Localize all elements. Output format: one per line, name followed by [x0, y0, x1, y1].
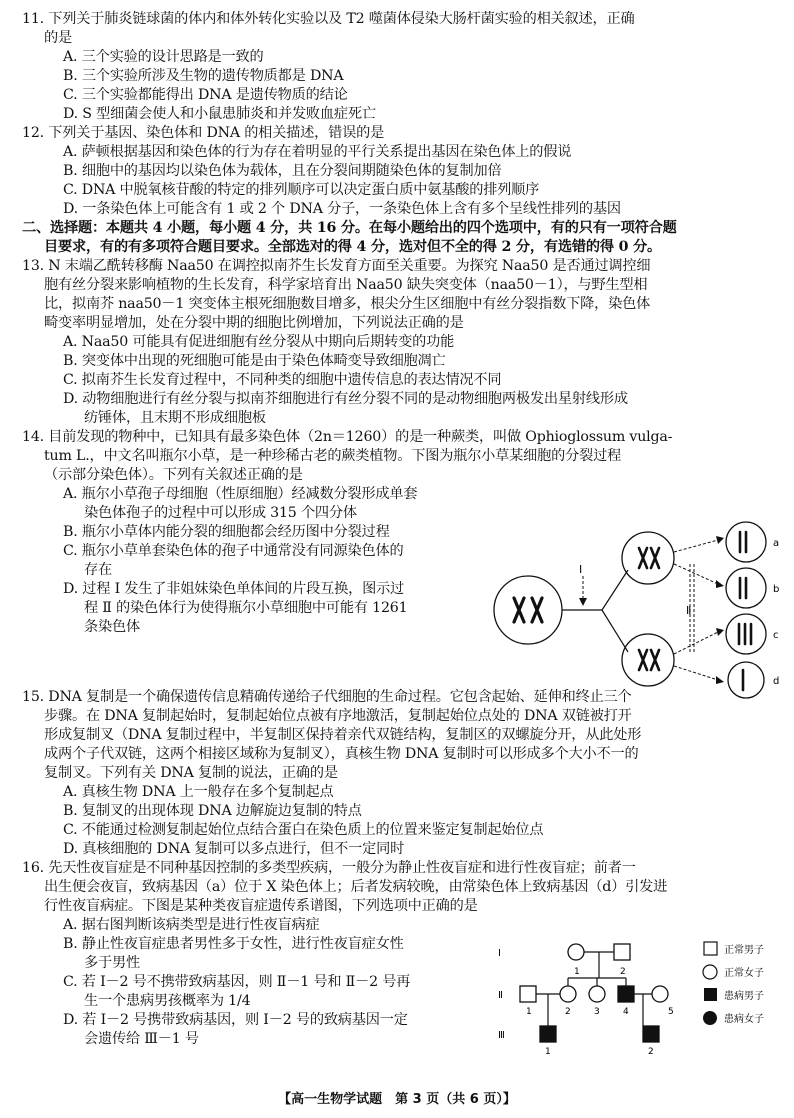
gen2-number: 1: [526, 1007, 532, 1017]
q15-stem-line: 形成复制叉（DNA 复制过程中，半复制区保持着亲代双链结构，复制区的双螺旋分开，从此处形: [44, 727, 642, 743]
arrow-to-b: [674, 564, 718, 584]
q13-stem-line: 比，拟南芥 naa50－1 突变体主根死细胞数目增多，根尖分生区细胞中有丝分裂指数下降，染色体: [44, 296, 651, 312]
gen1-number: 2: [620, 967, 626, 977]
q15-option-d: D. 真核细胞的 DNA 复制可以多点进行，但不一定同时: [63, 841, 405, 857]
q14-option-c-cont: 存在: [84, 562, 112, 578]
q13-option-d: D. 动物细胞进行有丝分裂与拟南芥细胞进行有丝分裂不同的是动物细胞两极发出星射线形成: [63, 391, 628, 407]
cell-division-figure: [490, 520, 790, 700]
legend-affected-male-icon: [704, 988, 717, 1001]
q14-stem-line: tum L.，中文名叫瓶尔小草，是一种珍稀古老的蕨类植物。下图为瓶尔小草某细胞的分裂过程: [44, 448, 622, 464]
process-2-label: Ⅱ: [686, 604, 692, 617]
cell-d-label: d: [773, 676, 780, 687]
gen1-number: 1: [574, 967, 580, 977]
legend-normal-male-icon: [704, 942, 717, 955]
daughter-cell-bottom: [622, 634, 674, 686]
arrowhead: [716, 580, 724, 588]
gen1-male-2: [614, 944, 630, 960]
cell-b-label: b: [773, 584, 780, 595]
process-1-arrowhead: [579, 598, 587, 606]
q15-stem-line: 步骤。在 DNA 复制起始时，复制起始位点被有序地激活，复制起始位点处的 DNA 双链被打开: [44, 708, 632, 724]
q14-stem-line: （示部分染色体）。下列有关叙述正确的是: [44, 467, 303, 483]
arrowhead: [716, 536, 724, 544]
q14-option-d-cont: 程 Ⅱ 的染色体行为使得瓶尔小草细胞中可能有 1261: [84, 600, 408, 616]
q13-stem-line: 畸变率明显增加，处在分裂中期的细胞比例增加，下列说法正确的是: [44, 315, 464, 331]
q14-option-a-cont: 染色体孢子的过程中可以形成 315 个四分体: [84, 505, 357, 521]
arrowhead: [716, 628, 724, 636]
q16-option-a: A. 据右图判断该病类型是进行性夜盲病症: [63, 917, 320, 933]
q16-stem-line: 出生便会夜盲，致病基因（a）位于 X 染色体上；后者发病较晚，由常染色体上致病基因（d）引发进: [44, 879, 668, 895]
q12-stem: 12. 下列关于基因、染色体和 DNA 的相关描述，错误的是: [22, 125, 385, 141]
gen2-number: 3: [594, 1007, 600, 1017]
q15-option-b: B. 复制叉的出现体现 DNA 边解旋边复制的特点: [63, 803, 362, 819]
mother-chromosomes: [514, 598, 542, 622]
pedigree-chart: [492, 928, 792, 1058]
generation-label: Ⅰ: [498, 948, 501, 959]
legend-normal-female-icon: [703, 965, 717, 979]
gen3-number: 2: [648, 1047, 654, 1057]
gen2-female-3: [589, 986, 605, 1002]
q15-option-a: A. 真核生物 DNA 上一般存在多个复制起点: [63, 784, 334, 800]
generation-label: Ⅲ: [498, 1030, 505, 1041]
q14-option-d-cont: 条染色体: [84, 619, 140, 635]
q13-option-a: A. Naa50 可能具有促进细胞有丝分裂从中期向后期转变的功能: [63, 334, 455, 350]
gen2-female-2: [560, 986, 576, 1002]
gen1-female-1: [568, 944, 584, 960]
gen3-affected-male-1: [540, 1026, 556, 1042]
daughter-top-chromosomes: [639, 548, 659, 568]
gen2-number: 4: [623, 1007, 629, 1017]
q11-option-c: C. 三个实验都能得出 DNA 是遗传物质的结论: [63, 87, 348, 103]
q15-stem-line: 复制叉。下列有关 DNA 复制的说法，正确的是: [44, 765, 338, 781]
q11-stem-line: 的是: [44, 30, 72, 46]
gen3-affected-male-2: [643, 1026, 659, 1042]
q16-stem-line: 16. 先天性夜盲症是不同种基因控制的多类型疾病，一般分为静止性夜盲症和进行性夜盲症；前者一: [22, 860, 636, 876]
q16-option-b: B. 静止性夜盲症患者男性多于女性，进行性夜盲症女性: [63, 936, 404, 952]
q11-stem-line: 11. 下列关于肺炎链球菌的体内和体外转化实验以及 T2 噬菌体侵染大肠杆菌实验的相关叙述，正确: [22, 11, 635, 27]
q14-option-d: D. 过程 Ⅰ 发生了非姐妹染色单体间的片段互换，图示过: [63, 581, 405, 597]
cell-c-label: c: [773, 630, 779, 641]
legend-affected-female-icon: [703, 1011, 717, 1025]
q16-stem-line: 行性夜盲病症。下图是某种类夜盲症遗传系谱图，下列选项中正确的是: [44, 898, 478, 914]
section-2-heading: 二、选择题：本题共 4 小题，每小题 4 分，共 16 分。在每小题给出的四个选项中，有的只有一项符合题: [22, 220, 677, 236]
legend-normal-female: 正常女子: [724, 968, 764, 979]
gen2-male-1: [520, 986, 536, 1002]
q16-option-d-cont: 会遗传给 Ⅲ－1 号: [84, 1031, 199, 1047]
q14-option-c: C. 瓶尔小草单套染色体的孢子中通常没有同源染色体的: [63, 543, 404, 559]
q13-option-b: B. 突变体中出现的死细胞可能是由于染色体畸变导致细胞凋亡: [63, 353, 446, 369]
q11-option-d: D. S 型细菌会使人和小鼠患肺炎和并发败血症死亡: [63, 106, 376, 122]
cell-c-chromosomes: [739, 624, 751, 644]
gen2-affected-male-4: [618, 986, 634, 1002]
gen2-number: 2: [565, 1007, 571, 1017]
q13-stem-line: 胞有丝分裂来影响植物的生长发育，科学家培育出 Naa50 缺失突变体（naa50－1），与野生型相: [44, 277, 648, 293]
q14-option-b: B. 瓶尔小草体内能分裂的细胞都会经历图中分裂过程: [63, 524, 390, 540]
q12-option-b: B. 细胞中的基因均以染色体为载体，且在分裂间期随染色体的复制加倍: [63, 163, 502, 179]
gen2-female-5: [652, 986, 668, 1002]
q15-stem-line: 15. DNA 复制是一个确保遗传信息精确传递给子代细胞的生命过程。它包含起始、延伸和终止三个: [22, 689, 632, 705]
q16-option-b-cont: 多于男性: [84, 955, 140, 971]
process-1-label: Ⅰ: [579, 563, 583, 576]
daughter-cell-top: [622, 532, 674, 584]
q15-option-c: C. 不能通过检测复制起始位点结合蛋白在染色质上的位置来鉴定复制起始位点: [63, 822, 544, 838]
q11-option-b: B. 三个实验所涉及生物的遗传物质都是 DNA: [63, 68, 344, 84]
cell-a-label: a: [773, 538, 780, 549]
page-footer: 【高一生物学试题 第 3 页（共 6 页）】: [278, 1092, 516, 1107]
gen2-number: 5: [668, 1007, 674, 1017]
q15-stem-line: 成两个子代双链，这两个相接区域称为复制叉），真核生物 DNA 复制时可以形成多个大小不一的: [44, 746, 639, 762]
mother-cell: [494, 576, 562, 644]
section-2-heading: 目要求，有的有多项符合题目要求。全部选对的得 4 分，选对但不全的得 2 分，有选错的得 0 分。: [44, 239, 661, 255]
arrow-to-c: [674, 632, 718, 654]
cell-d: [728, 662, 764, 698]
gen3-number: 1: [545, 1047, 551, 1057]
q12-option-a: A. 萨顿根据基因和染色体的行为存在着明显的平行关系提出基因在染色体上的假说: [63, 144, 572, 160]
cell-b-chromosomes: [740, 578, 746, 598]
q14-stem-line: 14. 目前发现的物种中，已知具有最多染色体（2n＝1260）的是一种蕨类，叫做 Ophioglossum vulga-: [22, 429, 673, 445]
q13-option-c: C. 拟南芥生长发育过程中，不同种类的细胞中遗传信息的表达情况不同: [63, 372, 502, 388]
arrow-to-a: [674, 540, 718, 552]
legend-affected-male: 患病男子: [724, 991, 764, 1002]
q16-option-c: C. 若 Ⅰ－2 号不携带致病基因，则 Ⅱ－1 号和 Ⅱ－2 号再: [63, 974, 411, 990]
arrowhead: [716, 676, 724, 684]
q12-option-d: D. 一条染色体上可能含有 1 或 2 个 DNA 分子，一条染色体上含有多个呈线性排列的基因: [63, 201, 621, 217]
q13-option-d-cont: 纺锤体，且末期不形成细胞板: [84, 410, 266, 426]
q13-stem-line: 13. N 末端乙酰转移酶 Naa50 在调控拟南芥生长发育方面至关重要。为探究 Naa50 是否通过调控细: [22, 258, 651, 274]
cell-a-chromosomes: [740, 532, 746, 552]
daughter-bottom-chromosomes: [639, 650, 659, 670]
legend-affected-female: 患病女子: [724, 1014, 764, 1025]
q12-option-c: C. DNA 中脱氧核苷酸的特定的排列顺序可以决定蛋白质中氨基酸的排列顺序: [63, 182, 540, 198]
branch-line: [602, 570, 628, 610]
q14-option-a: A. 瓶尔小草孢子母细胞（性原细胞）经减数分裂形成单套: [63, 486, 418, 502]
q16-option-d: D. 若 Ⅰ－2 号携带致病基因，则 Ⅰ－2 号的致病基因一定: [63, 1012, 408, 1028]
q16-option-c-cont: 生一个患病男孩概率为 1/4: [84, 993, 251, 1009]
q11-option-a: A. 三个实验的设计思路是一致的: [63, 49, 264, 65]
legend-normal-male: 正常男子: [724, 945, 764, 956]
branch-line: [602, 610, 628, 652]
generation-label: Ⅱ: [498, 990, 503, 1001]
arrow-to-d: [674, 666, 718, 680]
